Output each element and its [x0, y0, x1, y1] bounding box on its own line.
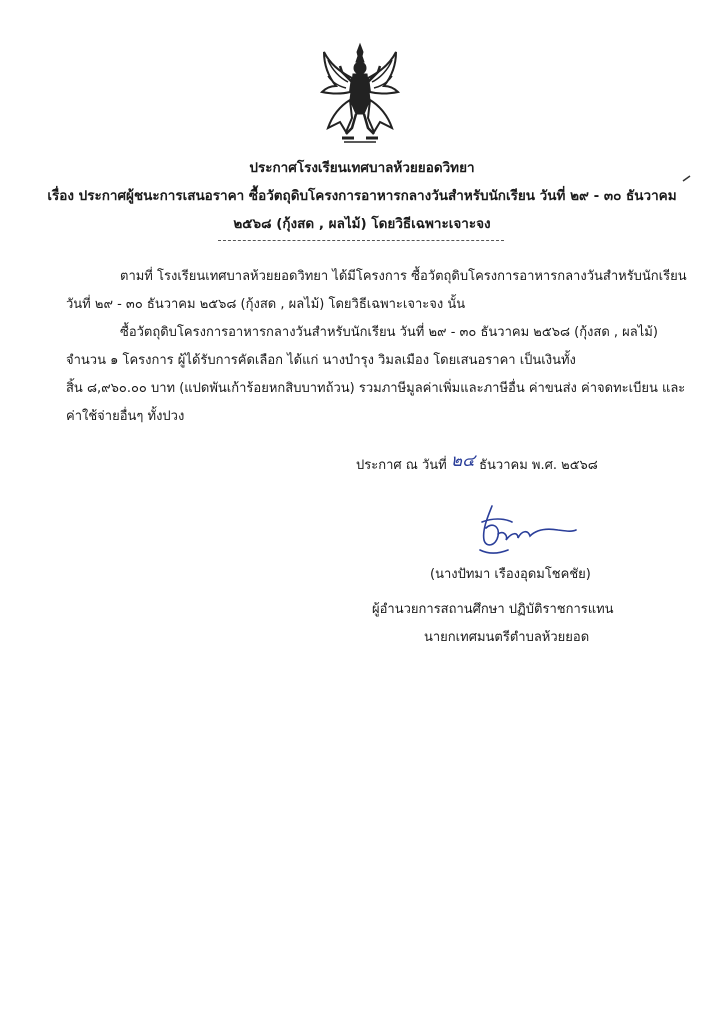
announcement-subject: เรื่อง ประกาศผู้ชนะการเสนอราคา ซื้อวัตถุดิบโครงการอาหารกลางวันสำหรับนักเรียน วันที่ ๒๙ - ๓๐ ธันวาคม — [47, 188, 677, 204]
handwritten-signature — [462, 500, 580, 560]
garuda-emblem-icon — [318, 42, 402, 146]
handwritten-day: ๒๔ — [450, 451, 475, 471]
body-line: วันที่ ๒๙ - ๓๐ ธันวาคม ๒๕๖๘ (กุ้งสด , ผลไม้) โดยวิธีเฉพาะเจาะจง นั้น — [66, 297, 466, 312]
body-line: สิ้น ๘,๙๖๐.๐๐ บาท (แปดพันเก้าร้อยหกสิบบาทถ้วน) รวมภาษีมูลค่าเพิ่มและภาษีอื่น ค่าขนส่ง ค่าจดทะเบียน และ — [66, 381, 686, 396]
body-line: ตามที่ โรงเรียนเทศบาลห้วยยอดวิทยา ได้มีโครงการ ซื้อวัตถุดิบโครงการอาหารกลางวันสำหรับนักเรียน — [120, 269, 687, 284]
announcement-subject-cont: ๒๕๖๘ (กุ้งสด , ผลไม้) โดยวิธีเฉพาะเจาะจง — [233, 216, 491, 232]
stray-mark — [682, 174, 692, 182]
dashed-divider — [218, 240, 504, 241]
signatory-position-cont: นายกเทศมนตรีตำบลห้วยยอด — [424, 630, 590, 645]
body-line: ค่าใช้จ่ายอื่นๆ ทั้งปวง — [66, 409, 185, 424]
body-line: ซื้อวัตถุดิบโครงการอาหารกลางวันสำหรับนักเรียน วันที่ ๒๙ - ๓๐ ธันวาคม ๒๕๖๘ (กุ้งสด , ผลไม้) — [120, 325, 658, 340]
date-suffix: ธันวาคม พ.ศ. ๒๕๖๘ — [479, 458, 598, 473]
date-prefix: ประกาศ ณ วันที่ — [356, 458, 447, 473]
announcement-title: ประกาศโรงเรียนเทศบาลห้วยยอดวิทยา — [249, 160, 475, 176]
body-line: จำนวน ๑ โครงการ ผู้ได้รับการคัดเลือก ได้แก่ นางบำรุง วิมลเมือง โดยเสนอราคา เป็นเงินทั้ง — [66, 353, 576, 368]
signatory-position: ผู้อำนวยการสถานศึกษา ปฏิบัติราชการแทน — [372, 602, 614, 617]
signatory-name: (นางปัทมา เรืองอุดมโชคชัย) — [430, 567, 591, 582]
announcement-date — [356, 450, 598, 477]
